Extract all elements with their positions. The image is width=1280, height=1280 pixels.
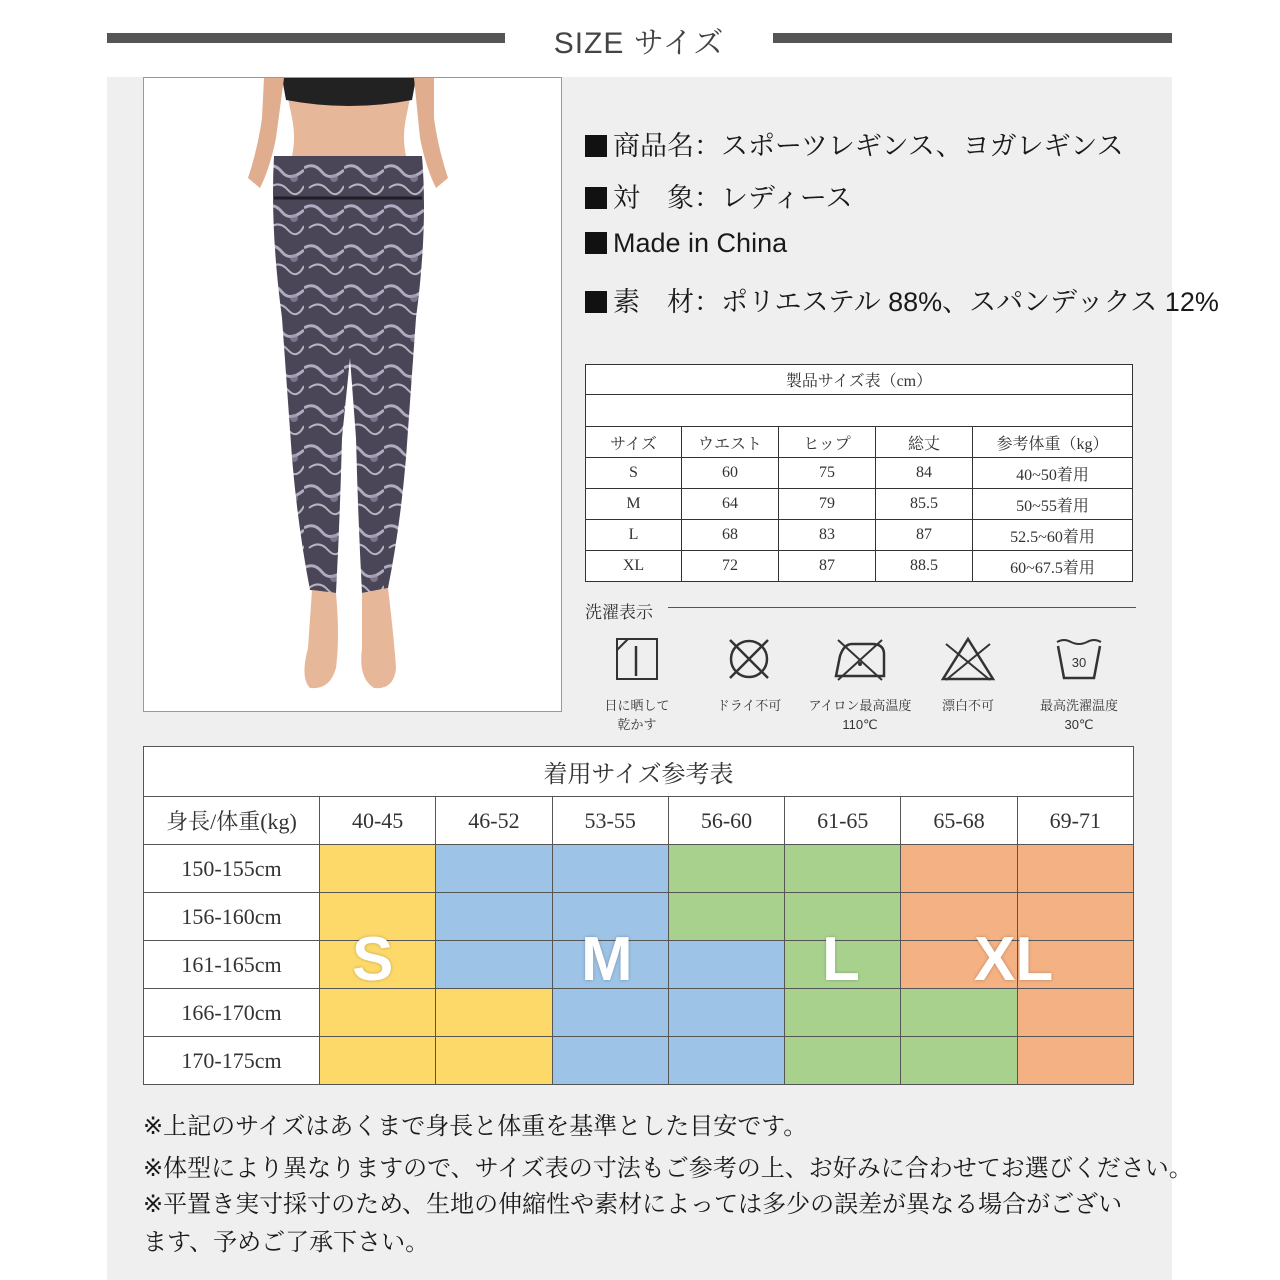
wash-30-icon [1054,636,1104,682]
table-cell: 87 [876,520,973,551]
height-label: 166-170cm [144,989,320,1037]
header-rule-right [773,33,1172,43]
size-cell-l [901,1037,1017,1085]
table-cell: 75 [779,458,876,489]
bullet-square-icon [585,135,607,157]
table-cell: 40~50着用 [973,458,1133,489]
table-row [586,551,1133,582]
wash-caption: 最高洗濯温度 30℃ [1039,698,1118,732]
table-row [586,458,1133,489]
size-cell-xl [901,845,1017,893]
weight-header: 56-60 [668,797,784,845]
table-cell: M [586,489,682,520]
product-photo [143,77,562,712]
note-line: ※上記のサイズはあくまで身長と体重を基準とした目安です。 [143,1113,808,1140]
column-header: 総丈 [876,427,973,458]
product-table-caption: 製品サイズ表（cm） [586,365,1133,395]
size-cell-m [668,941,784,989]
size-cell-m [668,989,784,1037]
size-cell-s [436,989,552,1037]
table-cell: XL [586,551,682,582]
size-cell-m [552,845,668,893]
weight-header: 61-65 [785,797,901,845]
column-header: ウエスト [682,427,779,458]
spec-origin: Made in China [585,228,787,259]
wash-temp-label: 30 [1071,655,1087,670]
size-cell-l [901,989,1017,1037]
table-row [586,489,1133,520]
page-title: SIZE サイズ [553,27,725,60]
table-cell: 79 [779,489,876,520]
table-row [586,520,1133,551]
size-cell-s [320,989,436,1037]
table-cell: 50~55着用 [973,489,1133,520]
table-cell: 85.5 [876,489,973,520]
table-row [144,845,1134,893]
weight-header: 40-45 [320,797,436,845]
size-cell-s [436,1037,552,1085]
size-cell-m [668,1037,784,1085]
table-cell: 52.5~60着用 [973,520,1133,551]
size-cell-xl [1017,1037,1133,1085]
table-cell: 60 [682,458,779,489]
fit-size-table [143,746,1134,1085]
table-cell: 64 [682,489,779,520]
table-cell: S [586,458,682,489]
wash-caption: 日に晒して 乾かす [604,698,670,732]
bullet-square-icon [585,187,607,209]
size-cell-s [320,845,436,893]
size-cell-xl [1017,845,1133,893]
note-line: ※平置き実寸採寸のため、生地の伸縮性や素材によっては多少の誤差が異なる場合がござい [143,1191,1123,1218]
table-cell: 87 [779,551,876,582]
table-cell: L [586,520,682,551]
wash-divider [668,607,1136,608]
height-label: 150-155cm [144,845,320,893]
size-cell-l [785,989,901,1037]
wash-caption: ドライ不可 [716,698,782,713]
table-cell: 88.5 [876,551,973,582]
bullet-square-icon [585,232,607,254]
line-dry-shade-icon [614,636,660,682]
size-cell-l [785,1037,901,1085]
weight-header: 53-55 [552,797,668,845]
size-cell-xl [1017,989,1133,1037]
wash-caption: 漂白不可 [941,698,994,713]
weight-header: 69-71 [1017,797,1133,845]
size-cell-l [668,845,784,893]
size-cell-m [552,1037,668,1085]
size-cell-l [668,893,784,941]
table-cell: 68 [682,520,779,551]
table-row [144,1037,1134,1085]
iron-max-icon [830,636,890,682]
size-cell-m [436,941,552,989]
no-bleach-icon [940,636,996,682]
table-cell: 60~67.5着用 [973,551,1133,582]
spec-product-name: 商品名：スポーツレギンス、ヨガレギンス [585,124,1124,163]
size-cell-m [436,845,552,893]
note-line: ※体型により異なりますので、サイズ表の寸法もご参考の上、お好みに合わせてお選びください。 [143,1155,1193,1182]
table-cell: 84 [876,458,973,489]
corner-header: 身長/体重(kg) [144,797,320,845]
size-cell-l [785,845,901,893]
height-label: 170-175cm [144,1037,320,1085]
product-size-table [585,364,1133,582]
size-cell-m [552,989,668,1037]
size-cell-m [436,893,552,941]
size-label-m: M [581,925,633,994]
bullet-square-icon [585,291,607,313]
table-row [144,989,1134,1037]
weight-header: 46-52 [436,797,552,845]
column-header: ヒップ [779,427,876,458]
fit-table-title: 着用サイズ参考表 [144,747,1134,797]
no-dry-clean-icon [724,636,774,682]
note-line: ます、予めご了承下さい。 [143,1229,430,1256]
height-label: 161-165cm [144,941,320,989]
size-label-xl: XL [974,925,1054,994]
spec-target: 対 象：レディース [585,176,853,215]
wash-label: 洗濯表示 [585,603,653,622]
size-cell-s [320,1037,436,1085]
header-rule-left [107,33,505,43]
column-header: 参考体重（kg） [973,427,1133,458]
height-label: 156-160cm [144,893,320,941]
size-label-l: L [822,925,860,994]
product-table-header [586,427,1133,458]
leggings-illustration [144,78,563,713]
product-table-spacer [586,395,1133,427]
table-cell: 72 [682,551,779,582]
fit-table-header [144,797,1134,845]
wash-caption: アイロン最高温度 110℃ [808,698,912,732]
spec-material: 素 材：ポリエステル 88%、スパンデックス 12% [585,280,1219,319]
table-cell: 83 [779,520,876,551]
size-label-s: S [352,925,394,994]
column-header: サイズ [586,427,682,458]
weight-header: 65-68 [901,797,1017,845]
